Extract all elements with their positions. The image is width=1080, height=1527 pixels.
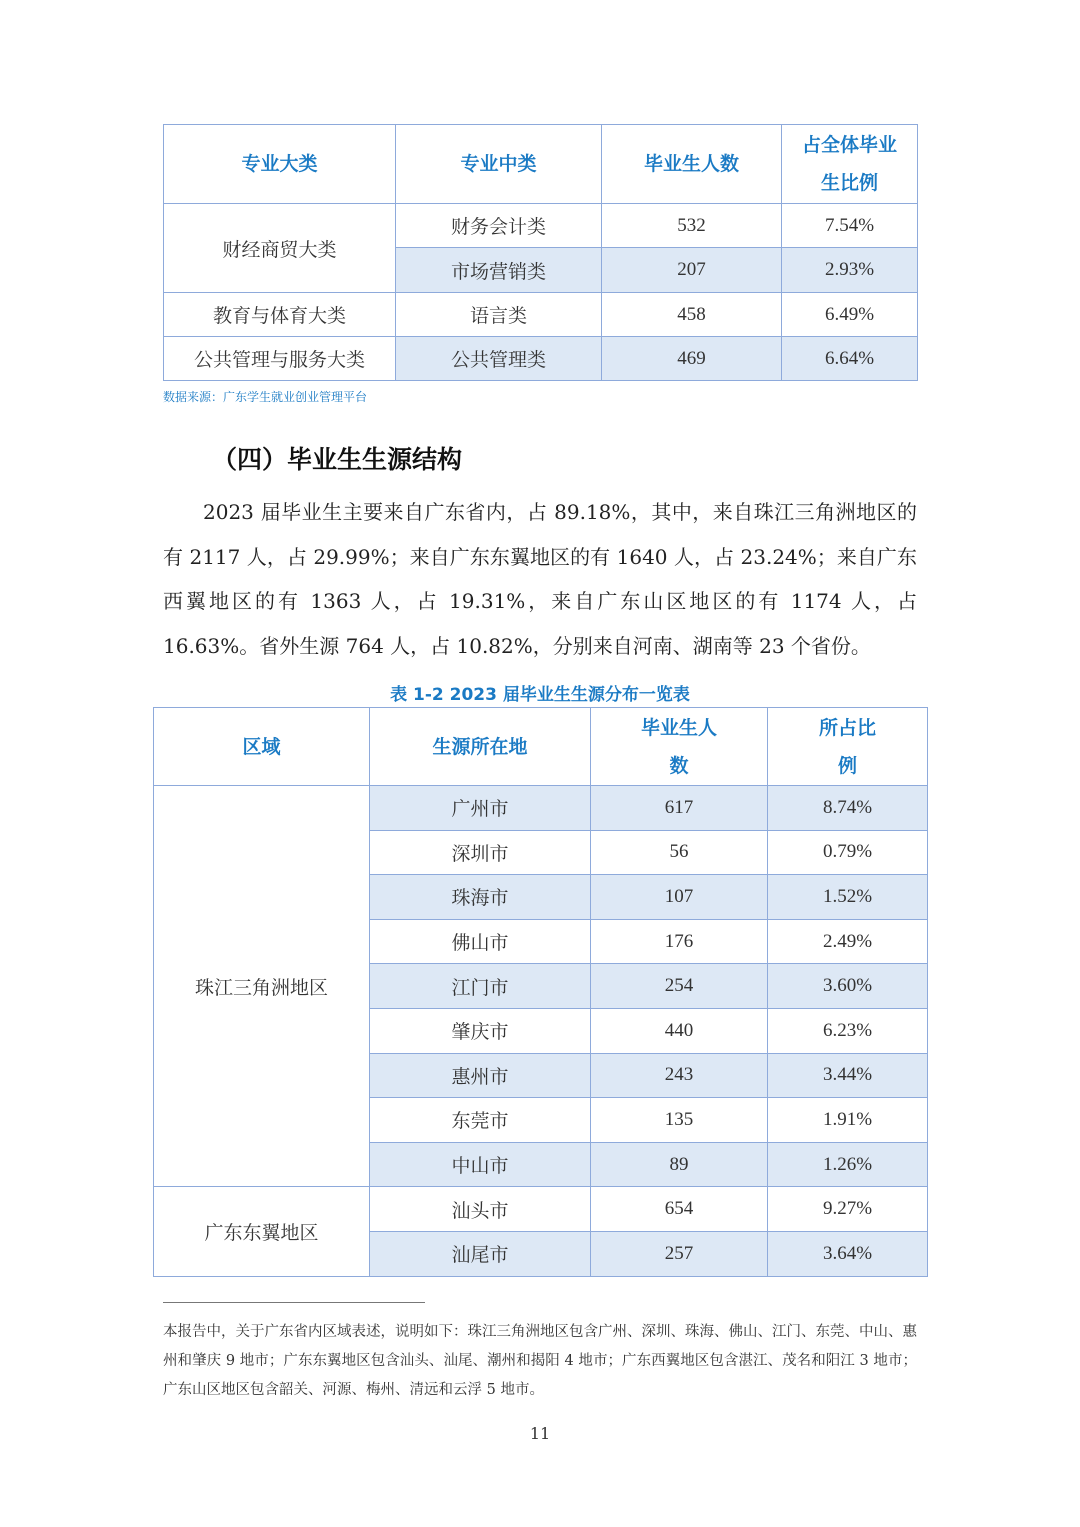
city-cell: 惠州市 <box>370 1053 591 1098</box>
major-distribution-table <box>163 124 918 381</box>
ratio-cell: 1.52% <box>768 875 928 920</box>
region-cell: 珠江三角洲地区 <box>154 786 370 1187</box>
ratio-cell: 2.49% <box>768 919 928 964</box>
city-cell: 江门市 <box>370 964 591 1009</box>
count-cell: 254 <box>591 964 768 1009</box>
data-source-note: 数据来源：广东学生就业创业管理平台 <box>163 390 368 404</box>
count-cell: 458 <box>602 293 782 337</box>
table-row <box>154 1187 928 1232</box>
ratio-cell: 3.44% <box>768 1053 928 1098</box>
table-row <box>164 337 918 381</box>
header-location: 生源所在地 <box>370 708 591 786</box>
sub-category-cell: 市场营销类 <box>396 248 602 293</box>
count-cell: 257 <box>591 1231 768 1276</box>
ratio-cell: 1.26% <box>768 1142 928 1187</box>
section-title: （四）毕业生生源结构 <box>212 445 463 474</box>
header-sub-category: 专业中类 <box>396 125 602 204</box>
count-cell: 56 <box>591 830 768 875</box>
ratio-cell: 8.74% <box>768 786 928 831</box>
count-cell: 176 <box>591 919 768 964</box>
ratio-cell: 6.23% <box>768 1008 928 1053</box>
header-ratio: 占全体毕业 生比例 <box>782 125 918 204</box>
major-category-cell: 教育与体育大类 <box>164 293 396 337</box>
page-number: 11 <box>529 1424 551 1443</box>
city-cell: 深圳市 <box>370 830 591 875</box>
table-caption: 表 1-2 2023 届毕业生生源分布一览表 <box>390 685 690 705</box>
count-cell: 135 <box>591 1098 768 1143</box>
header-region: 区域 <box>154 708 370 786</box>
ratio-cell: 2.93% <box>782 248 918 293</box>
count-cell: 654 <box>591 1187 768 1232</box>
sub-category-cell: 语言类 <box>396 293 602 337</box>
count-cell: 107 <box>591 875 768 920</box>
city-cell: 中山市 <box>370 1142 591 1187</box>
header-ratio: 所占比 例 <box>768 708 928 786</box>
footnote: 本报告中，关于广东省内区域表述，说明如下：珠江三角洲地区包含广州、深圳、珠海、佛山、江门、东莞、中山、惠州和肇庆 9 地市；广东东翼地区包含汕头、汕尾、潮州和揭阳 4 地市；广东西翼地区包含湛江、茂名和阳江 3 地市；广东山区地区包含韶关、河源、梅州、清远和云浮 5 地市。 <box>163 1324 917 1398</box>
table-row <box>154 786 928 831</box>
city-cell: 肇庆市 <box>370 1008 591 1053</box>
header-count: 毕业生人 数 <box>591 708 768 786</box>
ratio-cell: 3.60% <box>768 964 928 1009</box>
count-cell: 469 <box>602 337 782 381</box>
region-cell: 广东东翼地区 <box>154 1187 370 1276</box>
major-category-cell: 财经商贸大类 <box>164 204 396 293</box>
table-header-row <box>164 125 918 204</box>
header-major-category: 专业大类 <box>164 125 396 204</box>
city-cell: 广州市 <box>370 786 591 831</box>
city-cell: 珠海市 <box>370 875 591 920</box>
ratio-cell: 3.64% <box>768 1231 928 1276</box>
ratio-cell: 6.49% <box>782 293 918 337</box>
city-cell: 汕尾市 <box>370 1231 591 1276</box>
origin-distribution-table <box>153 707 928 1277</box>
ratio-cell: 1.91% <box>768 1098 928 1143</box>
ratio-cell: 9.27% <box>768 1187 928 1232</box>
table-row <box>164 204 918 248</box>
table-header-row <box>154 708 928 786</box>
count-cell: 89 <box>591 1142 768 1187</box>
count-cell: 440 <box>591 1008 768 1053</box>
city-cell: 汕头市 <box>370 1187 591 1232</box>
count-cell: 532 <box>602 204 782 248</box>
ratio-cell: 0.79% <box>768 830 928 875</box>
count-cell: 617 <box>591 786 768 831</box>
count-cell: 243 <box>591 1053 768 1098</box>
footnote-divider <box>163 1302 425 1303</box>
ratio-cell: 6.64% <box>782 337 918 381</box>
sub-category-cell: 财务会计类 <box>396 204 602 248</box>
body-paragraph: 2023 届毕业生主要来自广东省内，占 89.18%，其中，来自珠江三角洲地区的有 2117 人，占 29.99%；来自广东东翼地区的有 1640 人，占 23.24%；来自广东西翼地区的有 1363 人，占 19.31%，来自广东山区地区的有 1174 人，占 16.63%。省外生源 764 人，占 10.82%，分别来自河南、湖南等 23 个省份。 <box>163 500 917 658</box>
major-category-cell: 公共管理与服务大类 <box>164 337 396 381</box>
city-cell: 佛山市 <box>370 919 591 964</box>
sub-category-cell: 公共管理类 <box>396 337 602 381</box>
count-cell: 207 <box>602 248 782 293</box>
city-cell: 东莞市 <box>370 1098 591 1143</box>
table-row <box>164 293 918 337</box>
header-count: 毕业生人数 <box>602 125 782 204</box>
ratio-cell: 7.54% <box>782 204 918 248</box>
